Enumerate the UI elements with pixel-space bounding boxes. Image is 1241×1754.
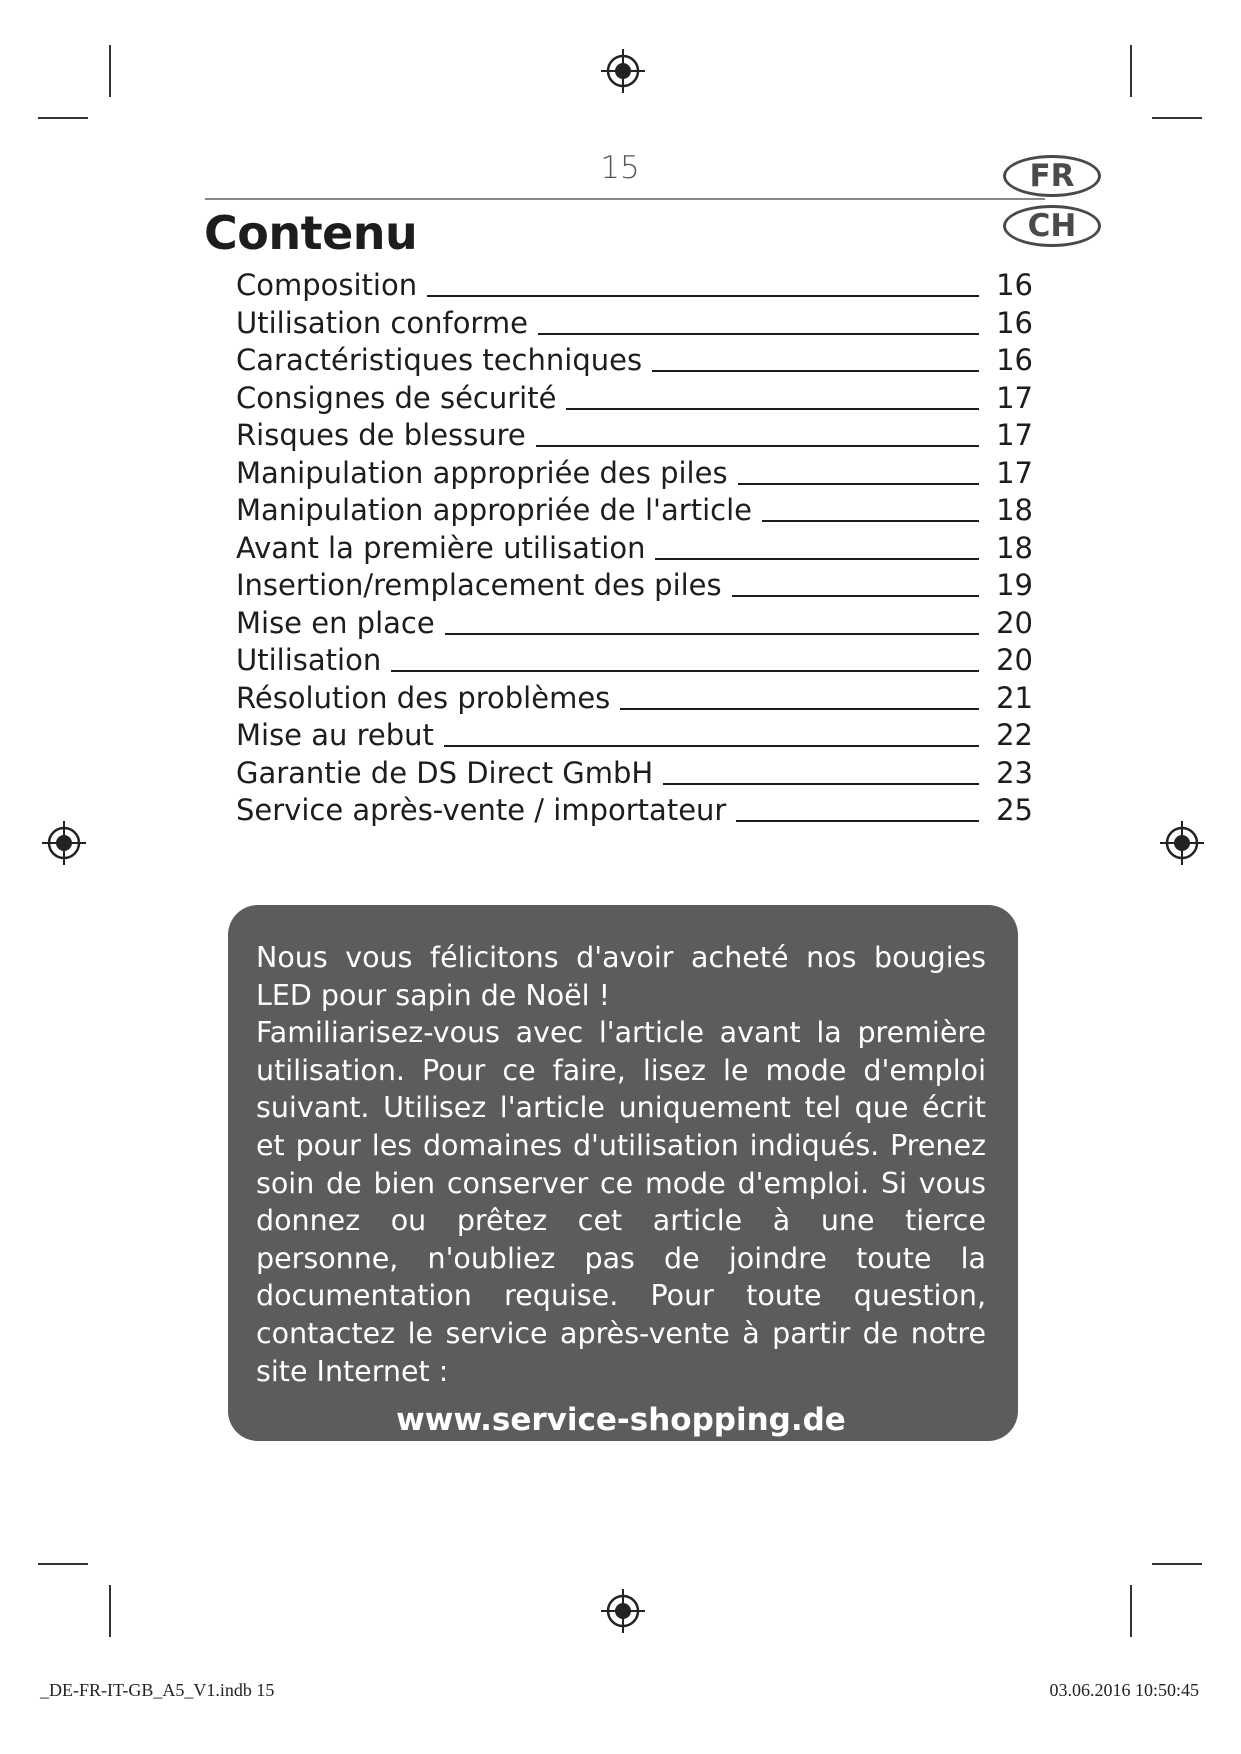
page-title: Contenu: [204, 206, 418, 260]
toc-leader: [620, 708, 979, 710]
toc-leader: [444, 745, 979, 747]
toc-entry-label: Utilisation conforme: [236, 305, 528, 340]
footer-date-slug: 03.06.2016 10:50:45: [1049, 1680, 1199, 1700]
intro-box: [228, 905, 1018, 1441]
language-badge-fr: FR: [1003, 155, 1101, 197]
toc-leader: [736, 820, 979, 822]
toc-leader: [391, 670, 979, 672]
toc-entry-label: Composition: [236, 268, 418, 302]
toc-entry-page: 17: [996, 455, 1033, 490]
toc-entry-label: Caractéristiques techniques: [236, 343, 643, 377]
toc-entry-label: Insertion/remplacement des piles: [236, 568, 722, 602]
toc-entry-label: Mise en place: [236, 605, 435, 640]
toc-leader: [732, 595, 979, 597]
toc-entry-page: 20: [996, 605, 1033, 640]
toc-leader: [536, 445, 979, 447]
crop-mark-bottom-right-vertical: [1130, 1585, 1132, 1637]
crop-mark-bottom-right-horizontal: [1152, 1563, 1202, 1565]
toc-entry: [236, 306, 1033, 344]
toc-entry-page: 25: [996, 793, 1033, 827]
crop-mark-bottom-left-horizontal: [38, 1563, 88, 1565]
crop-mark-top-left-vertical: [109, 45, 111, 97]
toc-leader: [445, 633, 979, 635]
toc-entry-page: 21: [996, 680, 1033, 715]
toc-entry-page: 22: [996, 718, 1033, 752]
toc-entry: [236, 643, 1033, 681]
toc-entry-page: 20: [996, 643, 1033, 677]
header-rule: [205, 198, 1045, 200]
toc-entry: [236, 418, 1033, 456]
toc-entry-page: 16: [996, 268, 1033, 302]
toc-entry: [236, 456, 1033, 494]
toc-entry-label: Résolution des problèmes: [236, 680, 611, 715]
toc-entry-label: Utilisation: [236, 643, 382, 677]
toc-entry-page: 17: [996, 418, 1033, 452]
toc-entry-label: Avant la première utilisation: [236, 530, 646, 565]
toc-entry: [236, 493, 1033, 531]
toc-entry-label: Consignes de sécurité: [236, 380, 557, 415]
toc-entry: [236, 568, 1033, 606]
registration-mark-left-icon: [42, 821, 86, 865]
toc-leader: [738, 483, 979, 485]
registration-mark-bottom-icon: [601, 1589, 645, 1633]
toc-entry: [236, 268, 1033, 306]
registration-mark-top-icon: [601, 49, 645, 93]
toc-entry-page: 17: [996, 380, 1033, 415]
toc-entry-page: 19: [996, 568, 1033, 602]
toc-entry: [236, 756, 1033, 794]
toc-leader: [566, 408, 979, 410]
crop-mark-bottom-left-vertical: [109, 1585, 111, 1637]
service-url-link[interactable]: www.service-shopping.de: [396, 1402, 846, 1439]
toc-entry: [236, 606, 1033, 644]
toc-entry-page: 18: [996, 493, 1033, 527]
intro-greeting: Nous vous félicitons d'avoir acheté nos bougies LED pour sapin de Noël !: [256, 941, 986, 1012]
toc-entry-label: Manipulation appropriée de l'article: [236, 493, 752, 527]
toc-entry-label: Service après-vente / importateur: [236, 793, 727, 827]
toc-leader: [652, 370, 979, 372]
toc-leader: [762, 520, 979, 522]
crop-mark-top-right-horizontal: [1152, 117, 1202, 119]
toc-entry: [236, 793, 1033, 831]
toc-entry-page: 23: [996, 755, 1033, 790]
page-number: 15: [600, 150, 640, 186]
language-badge-ch: CH: [1003, 205, 1101, 247]
toc-leader: [663, 783, 979, 785]
toc-leader: [655, 558, 979, 560]
toc-entry: [236, 531, 1033, 569]
toc-entry-label: Garantie de DS Direct GmbH: [236, 755, 654, 790]
toc-entry-page: 16: [996, 305, 1033, 340]
toc-entry: [236, 718, 1033, 756]
toc-entry-page: 18: [996, 530, 1033, 565]
toc-entry: [236, 343, 1033, 381]
toc-entry-label: Mise au rebut: [236, 718, 434, 752]
footer-file-slug: _DE-FR-IT-GB_A5_V1.indb 15: [40, 1680, 275, 1700]
toc-entry-label: Manipulation appropriée des piles: [236, 455, 728, 490]
registration-mark-right-icon: [1160, 821, 1204, 865]
table-of-contents: [236, 268, 1033, 831]
intro-body: Familiarisez-vous avec l'article avant la première utilisation. Pour ce faire, lisez le mode d'emploi suivant. Utilisez l'article uniquement tel que écrit et pour les domaines d'utilisation indiqués. Prenez soin de bien conserver ce mode d'emploi. Si vous donnez ou prêtez cet article à une tierce personne, n'oubliez pas de joindre toute la documentation requise. Pour toute question, contactez le service après-vente à partir de notre site Internet :: [256, 1016, 986, 1388]
crop-mark-top-left-horizontal: [38, 117, 88, 119]
toc-leader: [427, 295, 979, 297]
toc-entry: [236, 381, 1033, 419]
toc-entry-page: 16: [996, 343, 1033, 377]
toc-leader: [538, 333, 979, 335]
toc-entry: [236, 681, 1033, 719]
crop-mark-top-right-vertical: [1130, 45, 1132, 97]
toc-entry-label: Risques de blessure: [236, 418, 526, 452]
